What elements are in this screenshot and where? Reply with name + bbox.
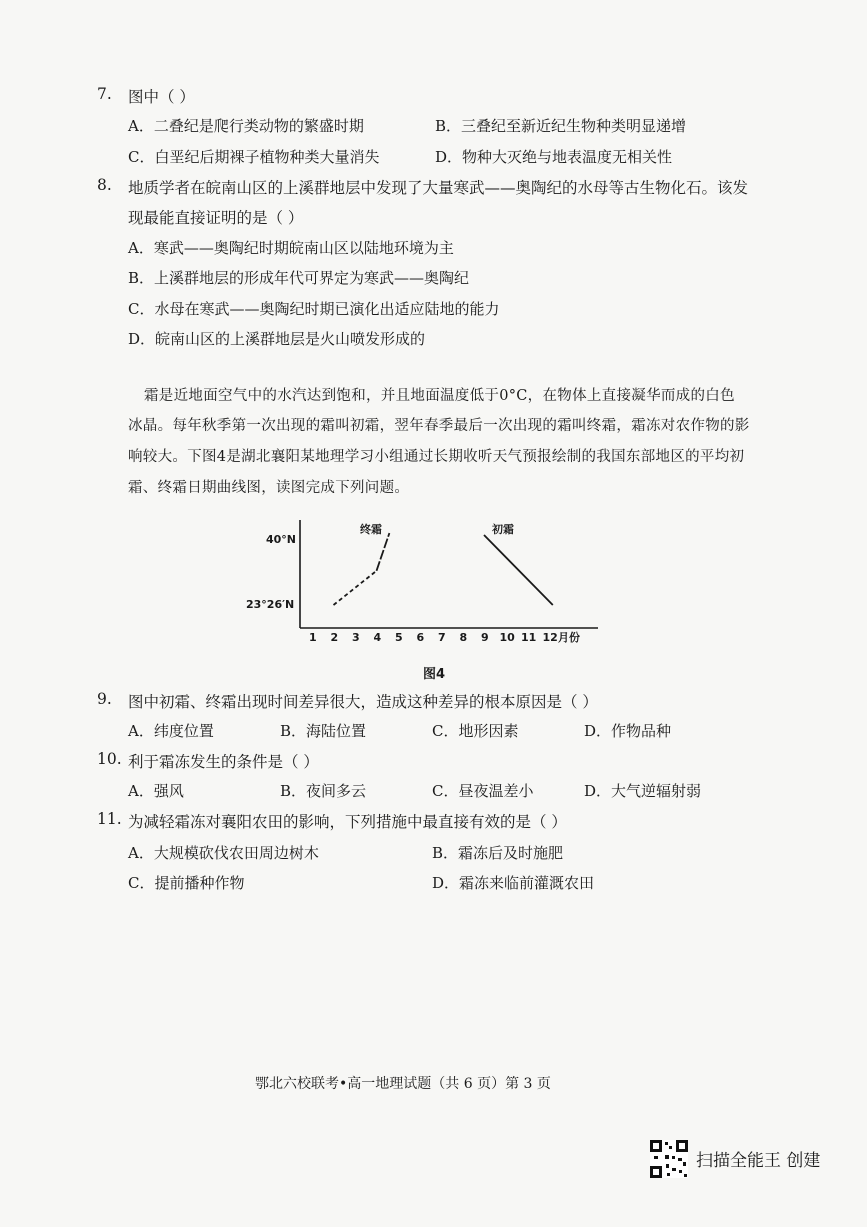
x-tick-label: 12 (542, 631, 558, 644)
q9-option-c: C．地形因素 (432, 722, 519, 740)
q11-option-a: A．大规模砍伐农田周边树木 (128, 844, 319, 862)
final-frost-line-segment (377, 533, 390, 571)
scanner-badge: 扫描全能王 创建 (696, 1151, 821, 1171)
passage-line3: 响较大。下图4是湖北襄阳某地理学习小组通过长期收听天气预报绘制的我国东部地区的平均初 (128, 449, 745, 465)
x-tick-label: 3 (352, 631, 360, 644)
q11-option-d: D．霜冻来临前灌溉农田 (432, 874, 595, 892)
q11-number: 11. (97, 810, 122, 828)
q7-option-a: A．二叠纪是爬行类动物的繁盛时期 (128, 117, 364, 135)
series-label-first-frost: 初霜 (492, 523, 514, 536)
x-tick-label: 10 (499, 631, 515, 644)
series-label-final-frost: 终霜 (360, 523, 382, 536)
figure-caption: 图4 (423, 667, 446, 682)
q7-stem: 图中（ ） (128, 88, 195, 106)
q7-option-d: D．物种大灭绝与地表温度无相关性 (435, 148, 673, 166)
q9-stem: 图中初霜、终霜出现时间差异很大，造成这种差异的根本原因是（ ） (128, 693, 598, 711)
passage-line2: 冰晶。每年秋季第一次出现的霜叫初霜，翌年春季最后一次出现的霜叫终霜，霜冻对农作物的影 (128, 418, 750, 434)
y-label-23n: 23°26′N (246, 598, 295, 611)
q8-stem-line1: 地质学者在皖南山区的上溪群地层中发现了大量寒武——奥陶纪的水母等古生物化石。该发 (128, 179, 749, 197)
x-tick-label: 8 (459, 631, 468, 644)
x-unit-label: 月份 (558, 631, 580, 644)
q7-number: 7. (97, 85, 112, 103)
passage-line4: 霜、终霜日期曲线图，读图完成下列问题。 (128, 480, 410, 496)
q9-number: 9. (97, 690, 112, 708)
x-tick-label: 11 (521, 631, 537, 644)
frost-date-chart (230, 510, 610, 650)
first-frost-line-segment (484, 535, 553, 605)
q7-option-c: C．白垩纪后期裸子植物种类大量消失 (128, 148, 380, 166)
x-tick-label: 5 (395, 631, 403, 644)
q10-stem: 利于霜冻发生的条件是（ ） (128, 753, 319, 771)
q7-option-b: B．三叠纪至新近纪生物种类明显递增 (435, 117, 687, 135)
x-tick-label: 7 (438, 631, 446, 644)
q10-number: 10. (97, 750, 122, 768)
x-tick-label: 1 (309, 631, 317, 644)
q11-option-c: C．提前播种作物 (128, 874, 245, 892)
passage-line1: 霜是近地面空气中的水汽达到饱和，并且地面温度低于0°C，在物体上直接凝华而成的白色 (144, 388, 735, 404)
q10-option-b: B．夜间多云 (280, 782, 367, 800)
x-tick-label: 9 (481, 631, 489, 644)
q8-number: 8. (97, 176, 112, 194)
q9-option-b: B．海陆位置 (280, 722, 367, 740)
qr-code-icon (650, 1140, 688, 1178)
final-frost-line-segment (334, 571, 377, 605)
page-footer: 鄂北六校联考•高一地理试题（共 6 页）第 3 页 (255, 1076, 551, 1092)
q10-option-a: A．强风 (128, 782, 184, 800)
q11-option-b: B．霜冻后及时施肥 (432, 844, 564, 862)
x-tick-label: 4 (373, 631, 382, 644)
q11-stem: 为减轻霜冻对襄阳农田的影响，下列措施中最直接有效的是（ ） (128, 813, 567, 831)
q9-option-a: A．纬度位置 (128, 722, 214, 740)
x-tick-label: 6 (416, 631, 425, 644)
q9-option-d: D．作物品种 (584, 722, 672, 740)
x-tick-label: 2 (330, 631, 339, 644)
q8-option-b: B．上溪群地层的形成年代可界定为寒武——奥陶纪 (128, 269, 470, 287)
y-label-40n: 40°N (266, 533, 297, 546)
q8-option-c: C．水母在寒武——奥陶纪时期已演化出适应陆地的能力 (128, 300, 500, 318)
q10-option-c: C．昼夜温差小 (432, 782, 534, 800)
x-tick-labels (309, 631, 558, 644)
q8-option-d: D．皖南山区的上溪群地层是火山喷发形成的 (128, 330, 426, 348)
q10-option-d: D．大气逆辐射弱 (584, 782, 702, 800)
q8-option-a: A．寒武——奥陶纪时期皖南山区以陆地环境为主 (128, 239, 454, 257)
q8-stem-line2: 现最能直接证明的是（ ） (128, 209, 304, 227)
